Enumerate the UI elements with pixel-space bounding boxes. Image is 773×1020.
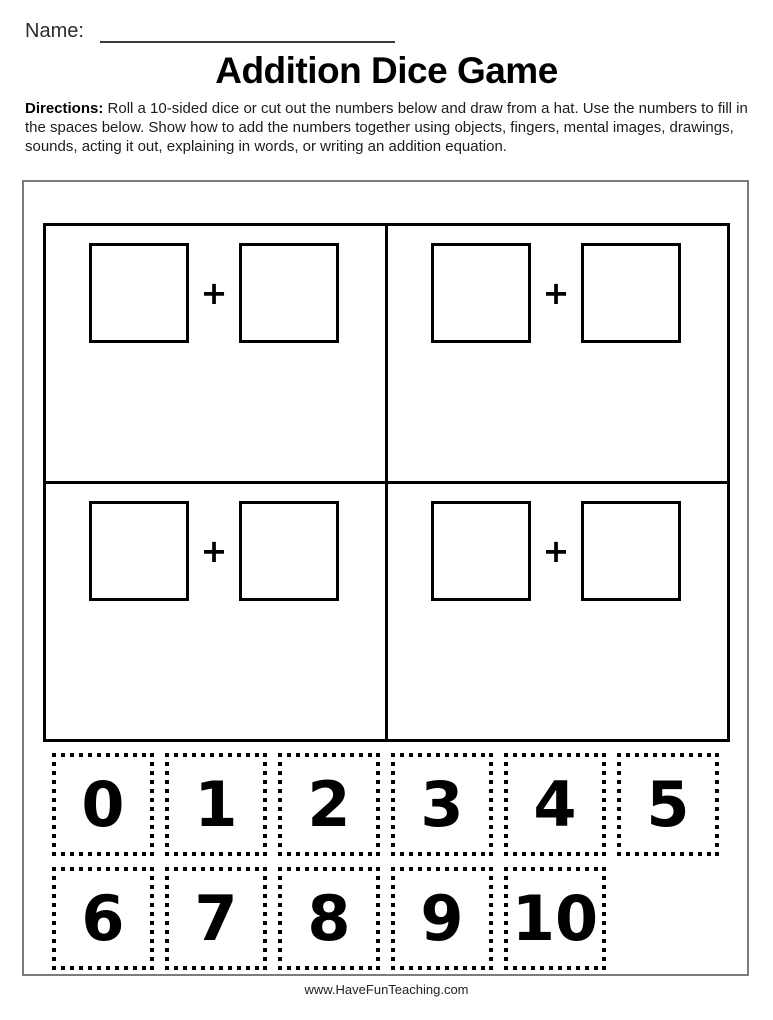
- number-card-0: 0: [52, 753, 154, 856]
- problem-quadrant-3: [46, 484, 385, 739]
- plus-sign: +: [542, 274, 570, 312]
- plus-sign: +: [200, 532, 228, 570]
- problem-quadrant-1: [46, 226, 385, 481]
- name-blank-line: [100, 23, 395, 43]
- addend-box-1a: [89, 243, 189, 343]
- problems-grid: [43, 223, 730, 742]
- directions-label: Directions:: [25, 100, 104, 117]
- number-card-8: 8: [278, 867, 380, 970]
- number-card-2: 2: [278, 753, 380, 856]
- equation-row: [431, 243, 727, 343]
- number-card-4: 4: [504, 753, 606, 856]
- number-card-6: 6: [52, 867, 154, 970]
- worksheet-frame: [22, 180, 749, 976]
- equation-row: [89, 243, 385, 343]
- equation-row: [431, 501, 727, 601]
- directions: [25, 99, 749, 156]
- addend-box-3a: [89, 501, 189, 601]
- name-label: Name:: [25, 20, 84, 42]
- number-card-10: 10: [504, 867, 606, 970]
- plus-sign: +: [542, 532, 570, 570]
- number-card-7: 7: [165, 867, 267, 970]
- addend-box-2a: [431, 243, 531, 343]
- page-title: Addition Dice Game: [215, 50, 558, 91]
- addend-box-1b: [239, 243, 339, 343]
- addend-box-3b: [239, 501, 339, 601]
- addend-box-2b: [581, 243, 681, 343]
- addend-box-4a: [431, 501, 531, 601]
- plus-sign: +: [200, 274, 228, 312]
- directions-text: Roll a 10-sided dice or cut out the numbers below and draw from a hat. Use the numbers to fill in the spaces below. Show how to add the numbers together using objects, fingers, mental images, drawings, sounds, acting it out, explaining in words, or writing an addition equation.: [25, 100, 748, 155]
- number-card-5: 5: [617, 753, 719, 856]
- number-card-9: 9: [391, 867, 493, 970]
- equation-row: [89, 501, 385, 601]
- number-cards-row-2: [52, 867, 747, 970]
- number-card-1: 1: [165, 753, 267, 856]
- footer-url: www.HaveFunTeaching.com: [304, 982, 469, 997]
- problem-quadrant-2: [388, 226, 727, 481]
- problem-quadrant-4: [388, 484, 727, 739]
- addend-box-4b: [581, 501, 681, 601]
- number-card-3: 3: [391, 753, 493, 856]
- name-row: [25, 20, 773, 43]
- number-cards-row-1: [52, 753, 747, 856]
